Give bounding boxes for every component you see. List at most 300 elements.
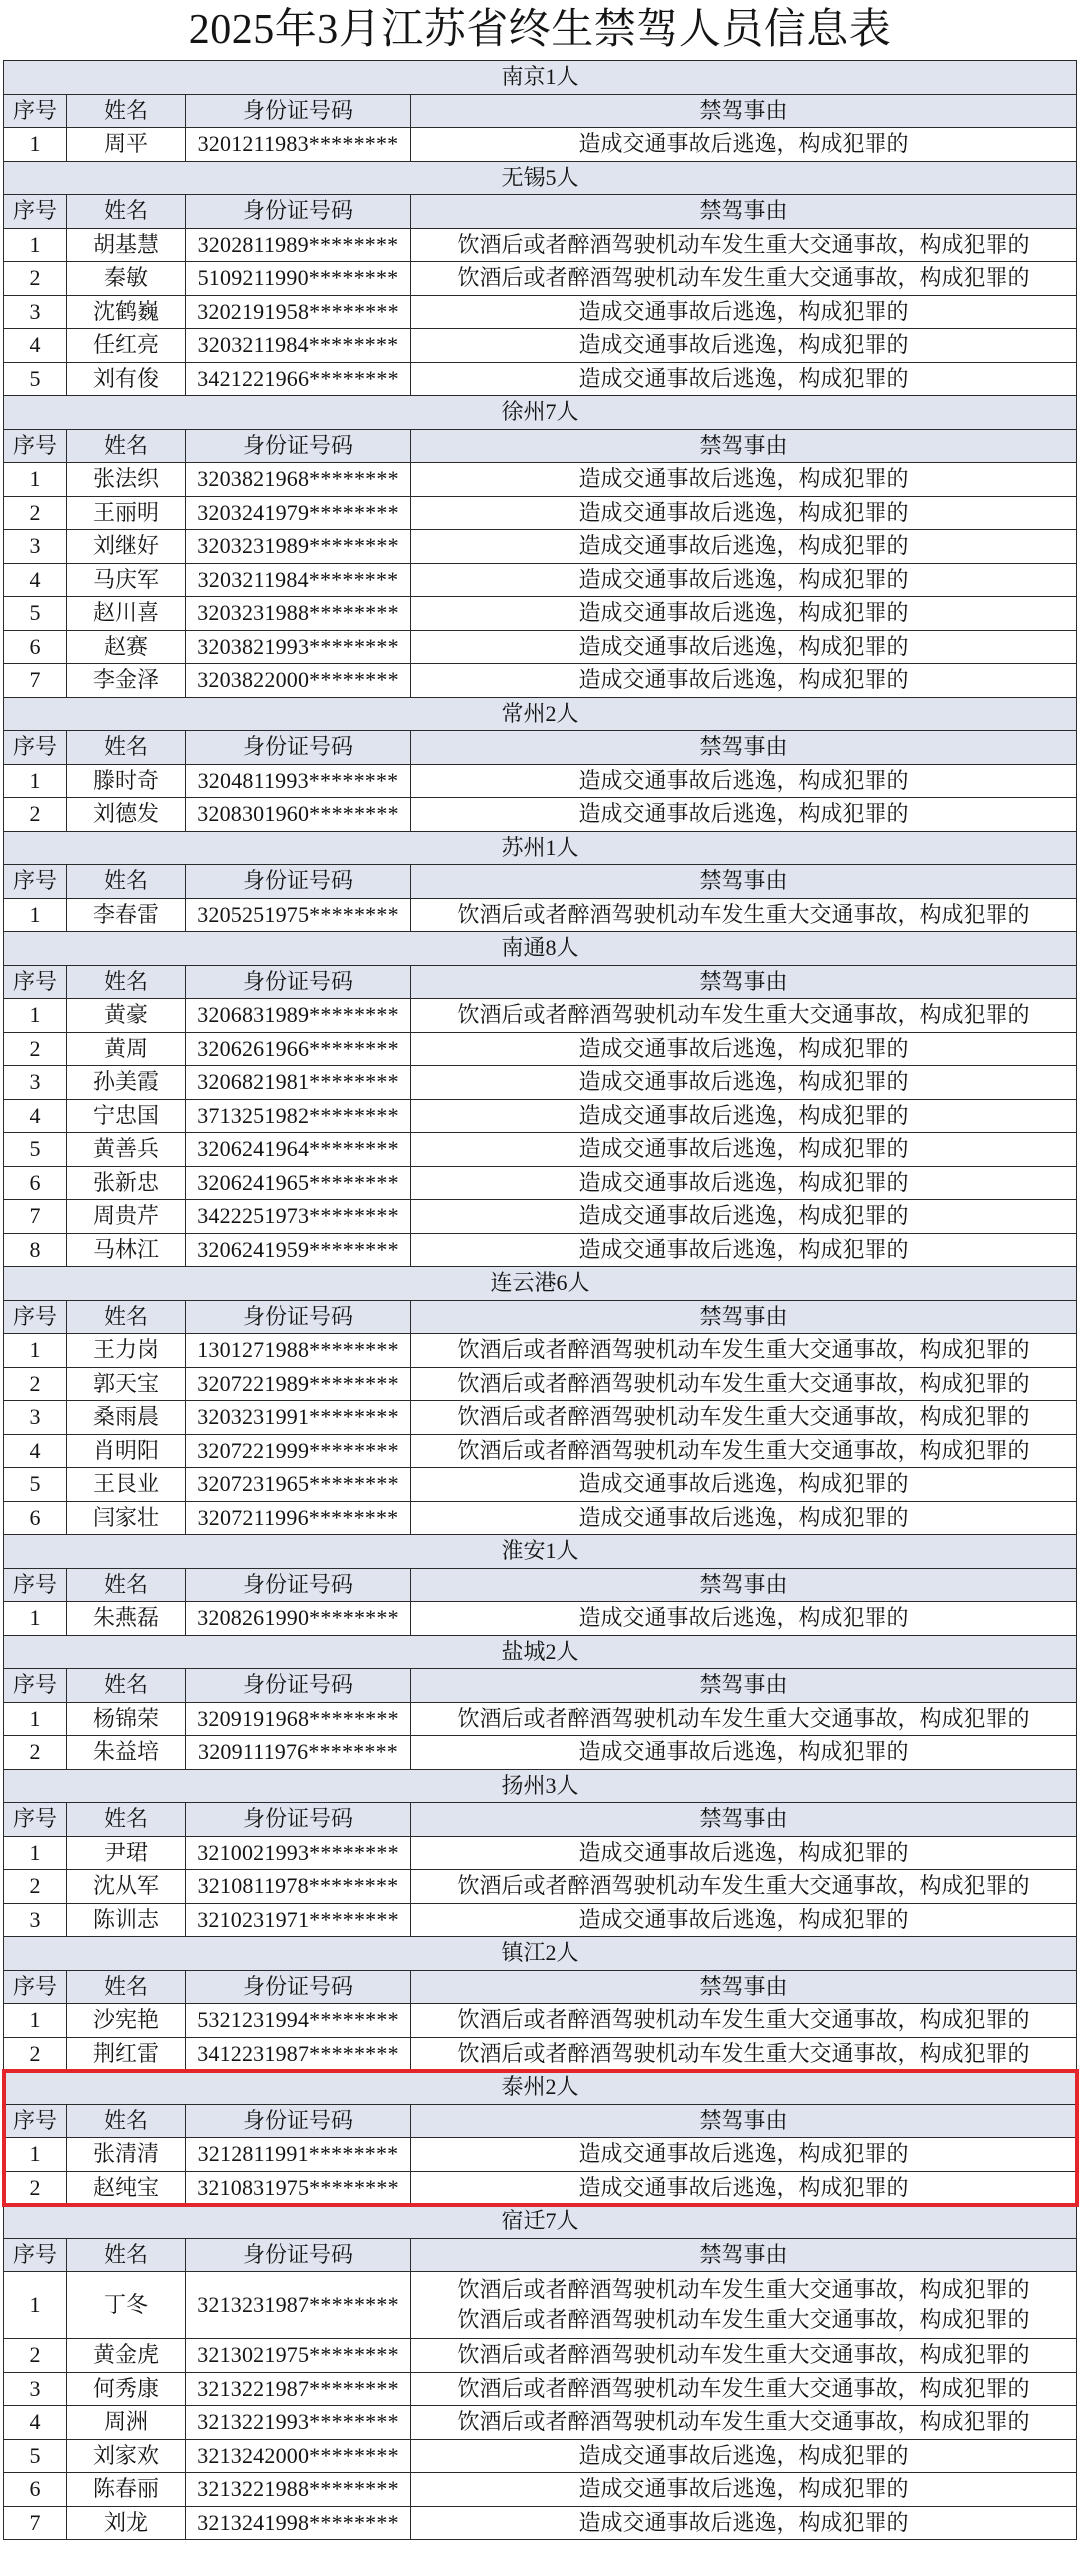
section-header-row xyxy=(4,396,1077,430)
seq-cell: 1 xyxy=(4,229,67,263)
reason-cell: 饮酒后或者醉酒驾驶机动车发生重大交通事故，构成犯罪的 xyxy=(411,1401,1077,1435)
id-cell: 3210021993******** xyxy=(186,1837,411,1871)
district-section xyxy=(4,698,1077,832)
id-cell: 3208261990******** xyxy=(186,1602,411,1636)
column-header-seq: 序号 xyxy=(4,1301,67,1335)
reason-cell: 造成交通事故后逃逸，构成犯罪的 xyxy=(411,1837,1077,1871)
id-cell: 3208301960******** xyxy=(186,798,411,832)
column-header-name: 姓名 xyxy=(67,1669,186,1703)
name-cell: 丁冬 xyxy=(67,2272,186,2339)
reason-cell: 造成交通事故后逃逸，构成犯罪的 xyxy=(411,1468,1077,1502)
person-table xyxy=(4,396,1077,698)
table-row xyxy=(4,2038,1077,2072)
id-cell: 3213021975******** xyxy=(186,2339,411,2373)
name-cell: 秦敏 xyxy=(67,262,186,296)
person-table xyxy=(4,1770,1077,1938)
seq-cell: 2 xyxy=(4,2339,67,2373)
district-section xyxy=(4,1937,1077,2071)
section-header-row xyxy=(4,2205,1077,2239)
section-header: 南通8人 xyxy=(4,932,1077,966)
seq-cell: 3 xyxy=(4,1401,67,1435)
table-row xyxy=(4,1066,1077,1100)
reason-cell: 饮酒后或者醉酒驾驶机动车发生重大交通事故，构成犯罪的 xyxy=(411,899,1077,933)
seq-cell: 1 xyxy=(4,1334,67,1368)
table-body xyxy=(4,1535,1077,1636)
column-header-row xyxy=(4,1301,1077,1335)
seq-cell: 1 xyxy=(4,128,67,162)
column-header-row xyxy=(4,195,1077,229)
district-section xyxy=(4,2071,1077,2205)
name-cell: 马庆军 xyxy=(67,564,186,598)
table-row xyxy=(4,329,1077,363)
id-cell: 3203231988******** xyxy=(186,597,411,631)
seq-cell: 6 xyxy=(4,1167,67,1201)
person-table xyxy=(4,1267,1077,1535)
seq-cell: 5 xyxy=(4,1133,67,1167)
column-header-name: 姓名 xyxy=(67,731,186,765)
table-row xyxy=(4,463,1077,497)
table-row xyxy=(4,1837,1077,1871)
name-cell: 肖明阳 xyxy=(67,1435,186,1469)
seq-cell: 7 xyxy=(4,1200,67,1234)
table-row xyxy=(4,765,1077,799)
reason-cell: 饮酒后或者醉酒驾驶机动车发生重大交通事故，构成犯罪的 xyxy=(411,2339,1077,2373)
column-header-reason: 禁驾事由 xyxy=(411,966,1077,1000)
seq-cell: 2 xyxy=(4,798,67,832)
section-header: 徐州7人 xyxy=(4,396,1077,430)
name-cell: 周洲 xyxy=(67,2406,186,2440)
reason-cell: 造成交通事故后逃逸，构成犯罪的 xyxy=(411,1200,1077,1234)
id-cell: 3213221993******** xyxy=(186,2406,411,2440)
table-row xyxy=(4,1502,1077,1536)
reason-cell: 造成交通事故后逃逸，构成犯罪的 xyxy=(411,1100,1077,1134)
name-cell: 桑雨晨 xyxy=(67,1401,186,1435)
reason-cell: 造成交通事故后逃逸，构成犯罪的 xyxy=(411,1502,1077,1536)
name-cell: 朱益培 xyxy=(67,1736,186,1770)
name-cell: 刘继好 xyxy=(67,530,186,564)
reason-cell: 饮酒后或者醉酒驾驶机动车发生重大交通事故，构成犯罪的 xyxy=(411,2004,1077,2038)
reason-cell: 饮酒后或者醉酒驾驶机动车发生重大交通事故，构成犯罪的 饮酒后或者醉酒驾驶机动车发生重大交通事故，构成犯罪的 xyxy=(411,2272,1077,2339)
reason-cell: 造成交通事故后逃逸，构成犯罪的 xyxy=(411,631,1077,665)
name-cell: 尹珺 xyxy=(67,1837,186,1871)
table-row xyxy=(4,597,1077,631)
column-header-row xyxy=(4,2105,1077,2139)
table-row xyxy=(4,2406,1077,2440)
table-row xyxy=(4,2473,1077,2507)
column-header-reason: 禁驾事由 xyxy=(411,865,1077,899)
column-header-reason: 禁驾事由 xyxy=(411,195,1077,229)
seq-cell: 3 xyxy=(4,296,67,330)
reason-cell: 饮酒后或者醉酒驾驶机动车发生重大交通事故，构成犯罪的 xyxy=(411,1368,1077,1402)
name-cell: 朱燕磊 xyxy=(67,1602,186,1636)
column-header-row xyxy=(4,731,1077,765)
column-header-row xyxy=(4,966,1077,1000)
table-row xyxy=(4,2138,1077,2172)
seq-cell: 1 xyxy=(4,463,67,497)
column-header-seq: 序号 xyxy=(4,1971,67,2005)
name-cell: 黄金虎 xyxy=(67,2339,186,2373)
name-cell: 赵川喜 xyxy=(67,597,186,631)
column-header-name: 姓名 xyxy=(67,865,186,899)
table-row xyxy=(4,1904,1077,1938)
person-table xyxy=(4,2071,1077,2205)
id-cell: 3210231971******** xyxy=(186,1904,411,1938)
table-row xyxy=(4,229,1077,263)
id-cell: 3203211984******** xyxy=(186,329,411,363)
column-header-seq: 序号 xyxy=(4,731,67,765)
id-cell: 3210831975******** xyxy=(186,2172,411,2206)
column-header-name: 姓名 xyxy=(67,966,186,1000)
section-header-row xyxy=(4,1636,1077,1670)
name-cell: 沈鹤巍 xyxy=(67,296,186,330)
reason-cell: 饮酒后或者醉酒驾驶机动车发生重大交通事故，构成犯罪的 xyxy=(411,1435,1077,1469)
reason-cell: 饮酒后或者醉酒驾驶机动车发生重大交通事故，构成犯罪的 xyxy=(411,1334,1077,1368)
seq-cell: 1 xyxy=(4,2272,67,2339)
id-cell: 3213241998******** xyxy=(186,2507,411,2541)
reason-cell: 造成交通事故后逃逸，构成犯罪的 xyxy=(411,2507,1077,2541)
table-body xyxy=(4,698,1077,832)
table-row xyxy=(4,363,1077,397)
seq-cell: 1 xyxy=(4,999,67,1033)
name-cell: 郭天宝 xyxy=(67,1368,186,1402)
column-header-id: 身份证号码 xyxy=(186,731,411,765)
id-cell: 3207221989******** xyxy=(186,1368,411,1402)
reason-cell: 造成交通事故后逃逸，构成犯罪的 xyxy=(411,296,1077,330)
id-cell: 3206241965******** xyxy=(186,1167,411,1201)
column-header-id: 身份证号码 xyxy=(186,195,411,229)
table-row xyxy=(4,2172,1077,2206)
id-cell: 3203822000******** xyxy=(186,664,411,698)
name-cell: 黄豪 xyxy=(67,999,186,1033)
reason-cell: 造成交通事故后逃逸，构成犯罪的 xyxy=(411,564,1077,598)
person-table xyxy=(4,1636,1077,1770)
id-cell: 3206821981******** xyxy=(186,1066,411,1100)
id-cell: 3206241959******** xyxy=(186,1234,411,1268)
column-header-reason: 禁驾事由 xyxy=(411,1803,1077,1837)
seq-cell: 5 xyxy=(4,363,67,397)
reason-cell: 饮酒后或者醉酒驾驶机动车发生重大交通事故，构成犯罪的 xyxy=(411,999,1077,1033)
column-header-reason: 禁驾事由 xyxy=(411,95,1077,129)
id-cell: 3206261966******** xyxy=(186,1033,411,1067)
column-header-id: 身份证号码 xyxy=(186,966,411,1000)
person-table xyxy=(4,61,1077,162)
name-cell: 闫家壮 xyxy=(67,1502,186,1536)
name-cell: 周平 xyxy=(67,128,186,162)
column-header-reason: 禁驾事由 xyxy=(411,1301,1077,1335)
seq-cell: 1 xyxy=(4,2138,67,2172)
column-header-row xyxy=(4,1669,1077,1703)
name-cell: 李金泽 xyxy=(67,664,186,698)
column-header-seq: 序号 xyxy=(4,195,67,229)
seq-cell: 1 xyxy=(4,2004,67,2038)
id-cell: 3422251973******** xyxy=(186,1200,411,1234)
id-cell: 5109211990******** xyxy=(186,262,411,296)
seq-cell: 1 xyxy=(4,899,67,933)
reason-cell: 造成交通事故后逃逸，构成犯罪的 xyxy=(411,664,1077,698)
reason-cell: 造成交通事故后逃逸，构成犯罪的 xyxy=(411,2473,1077,2507)
reason-cell: 饮酒后或者醉酒驾驶机动车发生重大交通事故，构成犯罪的 xyxy=(411,229,1077,263)
table-row xyxy=(4,631,1077,665)
id-cell: 3213242000******** xyxy=(186,2440,411,2474)
column-header-name: 姓名 xyxy=(67,430,186,464)
reason-cell: 造成交通事故后逃逸，构成犯罪的 xyxy=(411,798,1077,832)
column-header-reason: 禁驾事由 xyxy=(411,731,1077,765)
reason-cell: 造成交通事故后逃逸，构成犯罪的 xyxy=(411,2172,1077,2206)
column-header-reason: 禁驾事由 xyxy=(411,430,1077,464)
column-header-row xyxy=(4,1569,1077,1603)
id-cell: 3201211983******** xyxy=(186,128,411,162)
column-header-id: 身份证号码 xyxy=(186,1971,411,2005)
district-section xyxy=(4,61,1077,162)
column-header-id: 身份证号码 xyxy=(186,95,411,129)
column-header-seq: 序号 xyxy=(4,430,67,464)
seq-cell: 3 xyxy=(4,530,67,564)
seq-cell: 4 xyxy=(4,2406,67,2440)
column-header-id: 身份证号码 xyxy=(186,2239,411,2273)
reason-cell: 造成交通事故后逃逸，构成犯罪的 xyxy=(411,2138,1077,2172)
name-cell: 刘龙 xyxy=(67,2507,186,2541)
seq-cell: 5 xyxy=(4,1468,67,1502)
district-section xyxy=(4,1636,1077,1770)
person-table xyxy=(4,2205,1077,2540)
seq-cell: 2 xyxy=(4,262,67,296)
reason-cell: 造成交通事故后逃逸，构成犯罪的 xyxy=(411,1167,1077,1201)
section-header-row xyxy=(4,1937,1077,1971)
table-row xyxy=(4,296,1077,330)
district-section xyxy=(4,162,1077,397)
seq-cell: 6 xyxy=(4,2473,67,2507)
id-cell: 3213231987******** xyxy=(186,2272,411,2339)
id-cell: 5321231994******** xyxy=(186,2004,411,2038)
seq-cell: 2 xyxy=(4,497,67,531)
name-cell: 孙美霞 xyxy=(67,1066,186,1100)
column-header-name: 姓名 xyxy=(67,1301,186,1335)
table-body xyxy=(4,61,1077,162)
reason-cell: 饮酒后或者醉酒驾驶机动车发生重大交通事故，构成犯罪的 xyxy=(411,2038,1077,2072)
table-row xyxy=(4,1435,1077,1469)
reason-cell: 造成交通事故后逃逸，构成犯罪的 xyxy=(411,1234,1077,1268)
id-cell: 3207221999******** xyxy=(186,1435,411,1469)
column-header-reason: 禁驾事由 xyxy=(411,2239,1077,2273)
column-header-name: 姓名 xyxy=(67,1803,186,1837)
reason-cell: 造成交通事故后逃逸，构成犯罪的 xyxy=(411,1602,1077,1636)
district-section xyxy=(4,1267,1077,1535)
id-cell: 3207231965******** xyxy=(186,1468,411,1502)
name-cell: 陈训志 xyxy=(67,1904,186,1938)
seq-cell: 4 xyxy=(4,329,67,363)
seq-cell: 2 xyxy=(4,1368,67,1402)
id-cell: 3203821968******** xyxy=(186,463,411,497)
table-row xyxy=(4,530,1077,564)
reason-cell: 饮酒后或者醉酒驾驶机动车发生重大交通事故，构成犯罪的 xyxy=(411,1703,1077,1737)
district-section xyxy=(4,932,1077,1267)
id-cell: 1301271988******** xyxy=(186,1334,411,1368)
seq-cell: 4 xyxy=(4,564,67,598)
id-cell: 3213221987******** xyxy=(186,2373,411,2407)
table-row xyxy=(4,2440,1077,2474)
table-row xyxy=(4,1100,1077,1134)
reason-cell: 造成交通事故后逃逸，构成犯罪的 xyxy=(411,2440,1077,2474)
table-body xyxy=(4,1937,1077,2071)
column-header-reason: 禁驾事由 xyxy=(411,2105,1077,2139)
id-cell: 3203231991******** xyxy=(186,1401,411,1435)
name-cell: 宁忠国 xyxy=(67,1100,186,1134)
name-cell: 王力岗 xyxy=(67,1334,186,1368)
table-row xyxy=(4,1167,1077,1201)
name-cell: 刘德发 xyxy=(67,798,186,832)
seq-cell: 2 xyxy=(4,1736,67,1770)
table-row xyxy=(4,899,1077,933)
section-header-row xyxy=(4,698,1077,732)
seq-cell: 6 xyxy=(4,631,67,665)
name-cell: 张法织 xyxy=(67,463,186,497)
name-cell: 刘家欢 xyxy=(67,2440,186,2474)
table-body xyxy=(4,2071,1077,2205)
table-row xyxy=(4,1870,1077,1904)
section-header: 淮安1人 xyxy=(4,1535,1077,1569)
section-header-row xyxy=(4,932,1077,966)
name-cell: 滕时奇 xyxy=(67,765,186,799)
column-header-row xyxy=(4,865,1077,899)
table-row xyxy=(4,1133,1077,1167)
seq-cell: 7 xyxy=(4,664,67,698)
name-cell: 张新忠 xyxy=(67,1167,186,1201)
id-cell: 3421221966******** xyxy=(186,363,411,397)
person-table xyxy=(4,1937,1077,2071)
section-header-row xyxy=(4,1267,1077,1301)
id-cell: 3204811993******** xyxy=(186,765,411,799)
name-cell: 陈春丽 xyxy=(67,2473,186,2507)
seq-cell: 3 xyxy=(4,1904,67,1938)
seq-cell: 7 xyxy=(4,2507,67,2541)
section-header-row xyxy=(4,832,1077,866)
table-row xyxy=(4,1200,1077,1234)
reason-cell: 造成交通事故后逃逸，构成犯罪的 xyxy=(411,497,1077,531)
column-header-id: 身份证号码 xyxy=(186,1301,411,1335)
column-header-reason: 禁驾事由 xyxy=(411,1569,1077,1603)
page-title: 2025年3月江苏省终生禁驾人员信息表 xyxy=(188,7,892,53)
table-body xyxy=(4,396,1077,698)
table-row xyxy=(4,664,1077,698)
reason-cell: 造成交通事故后逃逸，构成犯罪的 xyxy=(411,463,1077,497)
table-row xyxy=(4,2373,1077,2407)
column-header-reason: 禁驾事由 xyxy=(411,1971,1077,2005)
name-cell: 王丽明 xyxy=(67,497,186,531)
id-cell: 3203211984******** xyxy=(186,564,411,598)
column-header-seq: 序号 xyxy=(4,1569,67,1603)
person-table xyxy=(4,832,1077,933)
column-header-id: 身份证号码 xyxy=(186,2105,411,2139)
section-header-row xyxy=(4,1535,1077,1569)
table-body xyxy=(4,2205,1077,2540)
name-cell: 杨锦荣 xyxy=(67,1703,186,1737)
table-row xyxy=(4,1401,1077,1435)
column-header-id: 身份证号码 xyxy=(186,865,411,899)
seq-cell: 3 xyxy=(4,2373,67,2407)
column-header-seq: 序号 xyxy=(4,865,67,899)
table-row xyxy=(4,1703,1077,1737)
column-header-name: 姓名 xyxy=(67,1971,186,2005)
name-cell: 任红亮 xyxy=(67,329,186,363)
table-body xyxy=(4,932,1077,1267)
seq-cell: 2 xyxy=(4,1033,67,1067)
seq-cell: 2 xyxy=(4,2172,67,2206)
reason-cell: 造成交通事故后逃逸，构成犯罪的 xyxy=(411,765,1077,799)
name-cell: 周贵芹 xyxy=(67,1200,186,1234)
reason-cell: 造成交通事故后逃逸，构成犯罪的 xyxy=(411,1904,1077,1938)
id-cell: 3209111976******** xyxy=(186,1736,411,1770)
column-header-seq: 序号 xyxy=(4,966,67,1000)
seq-cell: 5 xyxy=(4,597,67,631)
reason-cell: 造成交通事故后逃逸，构成犯罪的 xyxy=(411,1133,1077,1167)
table-body xyxy=(4,1636,1077,1770)
section-header: 苏州1人 xyxy=(4,832,1077,866)
table-row xyxy=(4,1602,1077,1636)
column-header-seq: 序号 xyxy=(4,1669,67,1703)
seq-cell: 2 xyxy=(4,1870,67,1904)
name-cell: 刘有俊 xyxy=(67,363,186,397)
column-header-name: 姓名 xyxy=(67,2239,186,2273)
id-cell: 3713251982******** xyxy=(186,1100,411,1134)
table-body xyxy=(4,832,1077,933)
name-cell: 沈从军 xyxy=(67,1870,186,1904)
district-section xyxy=(4,2205,1077,2540)
reason-cell: 造成交通事故后逃逸，构成犯罪的 xyxy=(411,530,1077,564)
id-cell: 3203821993******** xyxy=(186,631,411,665)
table-row xyxy=(4,564,1077,598)
seq-cell: 1 xyxy=(4,1703,67,1737)
table-row xyxy=(4,1368,1077,1402)
reason-cell: 造成交通事故后逃逸，构成犯罪的 xyxy=(411,128,1077,162)
section-header: 宿迁7人 xyxy=(4,2205,1077,2239)
section-header-row xyxy=(4,2071,1077,2105)
column-header-id: 身份证号码 xyxy=(186,1669,411,1703)
name-cell: 马林江 xyxy=(67,1234,186,1268)
column-header-name: 姓名 xyxy=(67,195,186,229)
name-cell: 赵纯宝 xyxy=(67,2172,186,2206)
column-header-row xyxy=(4,95,1077,129)
reason-cell: 饮酒后或者醉酒驾驶机动车发生重大交通事故，构成犯罪的 xyxy=(411,2406,1077,2440)
section-header: 盐城2人 xyxy=(4,1636,1077,1670)
reason-cell: 饮酒后或者醉酒驾驶机动车发生重大交通事故，构成犯罪的 xyxy=(411,262,1077,296)
table-row xyxy=(4,1468,1077,1502)
section-header: 泰州2人 xyxy=(4,2071,1077,2105)
name-cell: 黄善兵 xyxy=(67,1133,186,1167)
person-table xyxy=(4,162,1077,397)
column-header-row xyxy=(4,1971,1077,2005)
column-header-id: 身份证号码 xyxy=(186,430,411,464)
seq-cell: 6 xyxy=(4,1502,67,1536)
section-header: 扬州3人 xyxy=(4,1770,1077,1804)
id-cell: 3412231987******** xyxy=(186,2038,411,2072)
reason-cell: 饮酒后或者醉酒驾驶机动车发生重大交通事故，构成犯罪的 xyxy=(411,1870,1077,1904)
seq-cell: 4 xyxy=(4,1435,67,1469)
table-body xyxy=(4,1267,1077,1535)
name-cell: 李春雷 xyxy=(67,899,186,933)
section-header-row xyxy=(4,162,1077,196)
table-row xyxy=(4,2004,1077,2038)
seq-cell: 8 xyxy=(4,1234,67,1268)
reason-cell: 造成交通事故后逃逸，构成犯罪的 xyxy=(411,363,1077,397)
reason-cell: 造成交通事故后逃逸，构成犯罪的 xyxy=(411,329,1077,363)
id-cell: 3202191958******** xyxy=(186,296,411,330)
id-cell: 3206241964******** xyxy=(186,1133,411,1167)
id-cell: 3209191968******** xyxy=(186,1703,411,1737)
column-header-name: 姓名 xyxy=(67,1569,186,1603)
seq-cell: 5 xyxy=(4,2440,67,2474)
id-cell: 3203241979******** xyxy=(186,497,411,531)
column-header-seq: 序号 xyxy=(4,2239,67,2273)
